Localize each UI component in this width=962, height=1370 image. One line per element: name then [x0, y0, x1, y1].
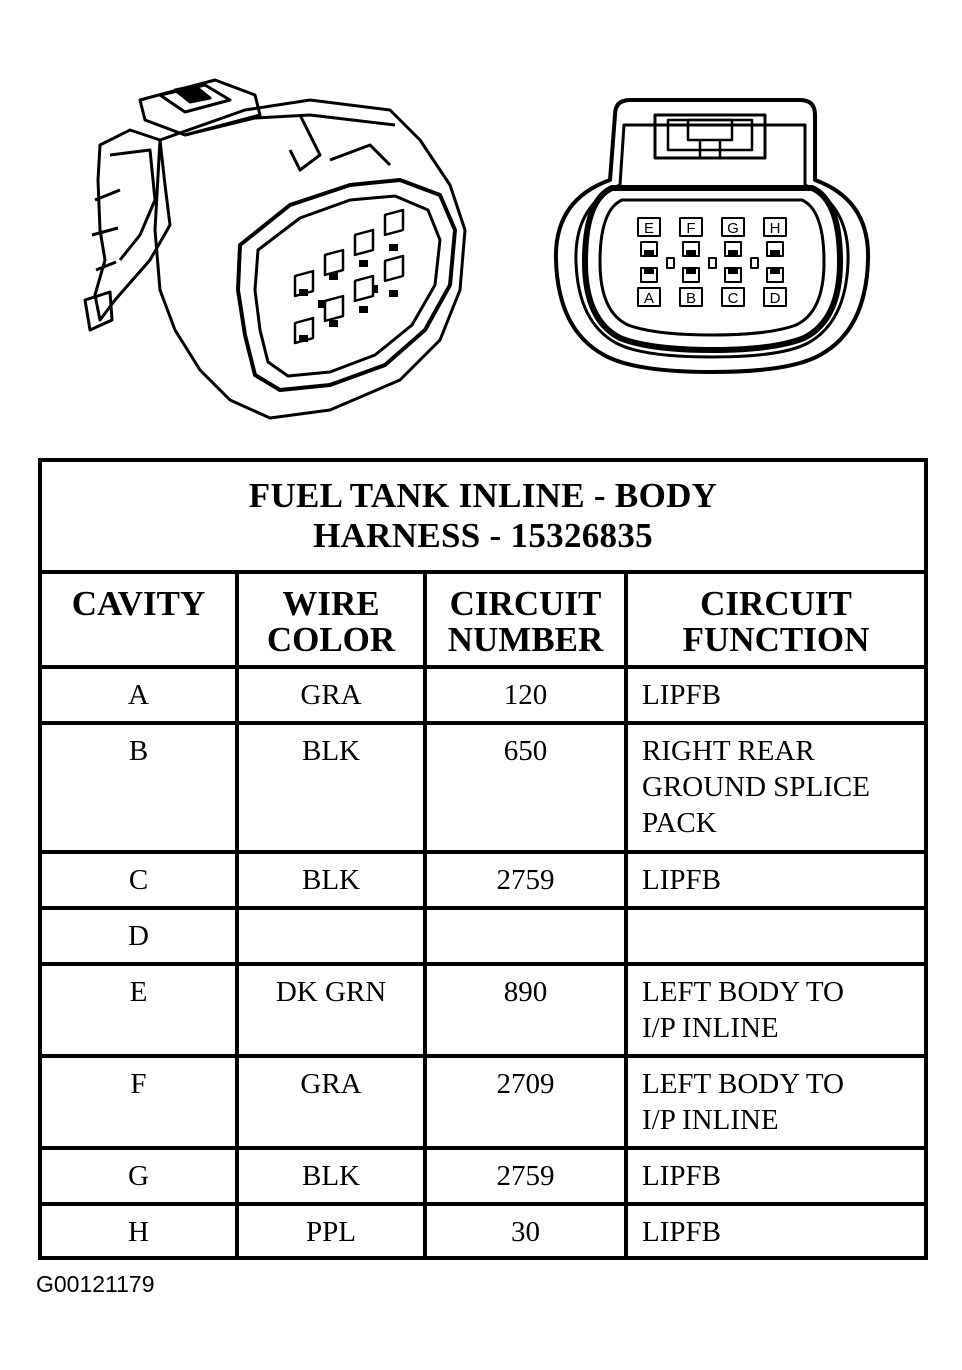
- table-row: [40, 964, 926, 1056]
- cell-circuit-function: [626, 908, 926, 964]
- cell-circuit-function: [626, 1056, 926, 1148]
- cell-wire-color: GRA: [237, 667, 425, 723]
- cavity-label-b: B: [685, 290, 697, 307]
- function-text: LEFT BODY TO I/P INLINE: [642, 1068, 844, 1136]
- cell-circuit-function: [626, 667, 926, 723]
- cell-cavity: H: [40, 1204, 237, 1258]
- connector-face-view: [556, 100, 868, 372]
- header-circuit-function-line1: CIRCUIT: [700, 584, 852, 623]
- function-text: RIGHT REAR GROUND SPLICE PACK: [642, 735, 870, 839]
- cell-wire-color: BLK: [237, 723, 425, 852]
- header-cavity-text: CAVITY: [71, 584, 206, 623]
- cell-circuit-number: 2759: [425, 852, 626, 908]
- table-header-row: [40, 572, 926, 667]
- cell-circuit-function: [626, 1148, 926, 1204]
- header-circuit-function-line2: FUNCTION: [682, 620, 870, 659]
- function-text: LIPFB: [642, 1160, 721, 1192]
- cell-circuit-number: 30: [425, 1204, 626, 1258]
- function-text: LIPFB: [642, 679, 721, 711]
- header-circuit-number: [425, 572, 626, 667]
- cell-wire-color: BLK: [237, 1148, 425, 1204]
- table-row: [40, 852, 926, 908]
- cell-circuit-number: [425, 908, 626, 964]
- cell-circuit-function: [626, 723, 926, 852]
- function-text: LIPFB: [642, 1216, 721, 1248]
- table-title-row: [40, 460, 926, 572]
- cavity-label-e: E: [643, 220, 655, 237]
- cavity-label-a: A: [643, 290, 655, 307]
- table-row: [40, 667, 926, 723]
- cavity-label-h: H: [769, 220, 781, 237]
- cell-circuit-number: 650: [425, 723, 626, 852]
- header-wire-color: [237, 572, 425, 667]
- cavity-label-g: G: [727, 220, 739, 237]
- cavity-label-d: D: [769, 290, 781, 307]
- cell-cavity: B: [40, 723, 237, 852]
- cell-circuit-function: [626, 964, 926, 1056]
- header-wire-color-line2: COLOR: [266, 620, 396, 659]
- cell-wire-color: GRA: [237, 1056, 425, 1148]
- header-circuit-number-line1: CIRCUIT: [449, 584, 602, 623]
- cell-cavity: F: [40, 1056, 237, 1148]
- cell-wire-color: [237, 908, 425, 964]
- cell-wire-color: PPL: [237, 1204, 425, 1258]
- connector-isometric-view: [85, 80, 465, 418]
- cell-wire-color: BLK: [237, 852, 425, 908]
- table-row: [40, 908, 926, 964]
- cell-wire-color: DK GRN: [237, 964, 425, 1056]
- table-row: [40, 1204, 926, 1258]
- cavity-label-f: F: [686, 220, 696, 237]
- pinout-table: [38, 458, 928, 1260]
- cavity-label-c: C: [727, 290, 739, 307]
- cell-cavity: A: [40, 667, 237, 723]
- cell-cavity: G: [40, 1148, 237, 1204]
- cell-circuit-number: 2709: [425, 1056, 626, 1148]
- cell-circuit-number: 890: [425, 964, 626, 1056]
- table-row: [40, 723, 926, 852]
- table-row: [40, 1148, 926, 1204]
- connector-illustrations: [0, 0, 962, 450]
- cell-circuit-function: [626, 852, 926, 908]
- header-wire-color-line1: WIRE: [282, 584, 380, 623]
- cell-cavity: D: [40, 908, 237, 964]
- title-line-1: FUEL TANK INLINE - BODY: [248, 476, 718, 515]
- table-row: [40, 1056, 926, 1148]
- header-circuit-number-line2: NUMBER: [447, 620, 604, 659]
- cell-circuit-number: 2759: [425, 1148, 626, 1204]
- cell-cavity: E: [40, 964, 237, 1056]
- header-circuit-function: [626, 572, 926, 667]
- function-text: LEFT BODY TO I/P INLINE: [642, 976, 844, 1044]
- title-line-2: HARNESS - 15326835: [313, 516, 653, 555]
- header-cavity: [40, 572, 237, 667]
- cell-cavity: C: [40, 852, 237, 908]
- cell-circuit-number: 120: [425, 667, 626, 723]
- cell-circuit-function: [626, 1204, 926, 1258]
- figure-id: G00121179: [36, 1271, 155, 1297]
- table-title: [40, 460, 926, 572]
- function-text: LIPFB: [642, 864, 721, 896]
